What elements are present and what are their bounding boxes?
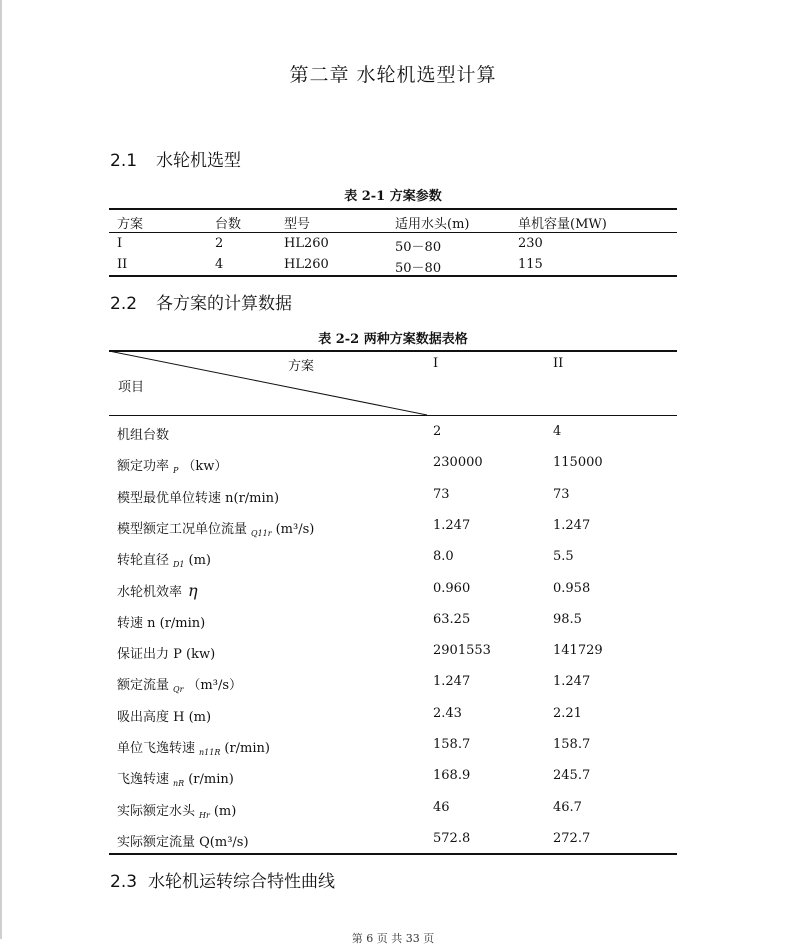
chapter-title: 第二章 水轮机选型计算 — [289, 64, 497, 86]
table-2-1-header-cell: 单机容量(MW) — [518, 217, 607, 232]
unit: (m) — [213, 804, 237, 819]
symbol: D1 — [173, 560, 185, 569]
table-2-2-row-label: 额定流量 $_{Qr}$ （m³/s） — [117, 678, 242, 694]
table-2-2-value: 2 — [433, 424, 442, 439]
table-2-1-caption: 表 2-1 方案参数 — [344, 189, 442, 204]
table-2-2-row-label: 实际额定水头 $_{Hr}$ (m) — [117, 804, 237, 820]
diag-header-top: 方案 — [288, 359, 315, 374]
table-2-1-cell: 4 — [215, 257, 224, 272]
symbol: Qr — [173, 685, 184, 694]
table-2-2-value: 2901553 — [433, 643, 491, 658]
table-2-2-value: 572.8 — [433, 831, 471, 846]
unit: (r/min) — [224, 741, 270, 756]
table-2-1-cell: I — [117, 236, 123, 251]
page-left-edge — [0, 0, 2, 939]
table-2-2-row-label: 飞逸转速 $_{nR}$ (r/min) — [117, 772, 234, 788]
table-2-2-row-label: 吸出高度 H (m) — [117, 710, 212, 725]
symbol: P — [173, 466, 179, 475]
table-2-2-value: 168.9 — [433, 768, 471, 783]
table-2-1-header-cell: 方案 — [117, 217, 144, 232]
table-2-2-value: 272.7 — [553, 831, 591, 846]
diag-header-bottom: 项目 — [118, 380, 145, 395]
section-number: 2.1 — [110, 151, 138, 171]
table-2-1-cell: 115 — [518, 257, 543, 272]
table-2-1-cell: HL260 — [284, 236, 329, 251]
table-2-2-value: 230000 — [433, 455, 483, 470]
table-2-2-row-label: 保证出力 P (kw) — [117, 647, 216, 662]
section-title: 各方案的计算数据 — [156, 294, 292, 314]
table-2-2-value: 4 — [553, 424, 562, 439]
table-2-2-row-label: 模型最优单位转速 n(r/min) — [117, 491, 280, 506]
diagonal-header-line — [109, 351, 429, 417]
table-2-2-header-rule — [109, 415, 677, 416]
unit: (m) — [188, 553, 212, 568]
table-2-2-value: 245.7 — [553, 768, 591, 783]
col-header-2: II — [553, 356, 564, 371]
table-2-2-row-label: 水轮机效率 η — [117, 581, 198, 600]
unit: (r/min) — [188, 772, 234, 787]
table-2-1-cell: 50－80 — [395, 261, 442, 276]
table-2-2-value: 1.247 — [433, 674, 471, 689]
table-2-1-header-rule — [109, 232, 677, 233]
table-2-2-row-label: 机组台数 — [117, 428, 170, 443]
table-2-2-value: 2.43 — [433, 706, 462, 721]
table-2-2-value: 115000 — [553, 455, 603, 470]
page-footer: 第 6 页 共 33 页 — [351, 932, 435, 945]
table-2-1-top-rule — [109, 208, 677, 210]
table-2-2-row-label: 转速 n (r/min) — [117, 616, 206, 631]
table-2-2-value: 1.247 — [553, 518, 591, 533]
symbol: η — [188, 581, 198, 600]
table-2-2-value: 73 — [553, 487, 570, 502]
table-2-2-value: 0.958 — [553, 581, 591, 596]
unit: （m³/s） — [187, 678, 242, 693]
section-number: 2.3 — [110, 872, 138, 892]
table-2-2-value: 46.7 — [553, 800, 582, 815]
table-2-2-row-label: 转轮直径 $_{D1}$ (m) — [117, 553, 212, 569]
table-2-2-value: 141729 — [553, 643, 603, 658]
table-2-2-value: 158.7 — [553, 737, 591, 752]
table-2-1-bottom-rule — [109, 275, 677, 277]
table-2-1-header-cell: 型号 — [284, 217, 311, 232]
section-2-1-heading — [110, 146, 241, 171]
table-2-1-cell: 230 — [518, 236, 543, 251]
table-2-2-value: 98.5 — [553, 612, 582, 627]
col-header-1: I — [433, 356, 439, 371]
symbol: nR — [173, 779, 185, 788]
table-2-2-caption: 表 2-2 两种方案数据表格 — [318, 332, 468, 347]
table-2-2-value: 8.0 — [433, 549, 454, 564]
section-2-2-heading — [110, 289, 292, 314]
table-2-2-value: 1.247 — [553, 674, 591, 689]
table-2-2-value: 2.21 — [553, 706, 582, 721]
table-2-1-header-cell: 台数 — [215, 217, 242, 232]
symbol: n11R — [199, 748, 221, 757]
section-2-3-heading — [110, 867, 335, 892]
table-2-2-value: 158.7 — [433, 737, 471, 752]
table-2-1-header-cell: 适用水头(m) — [395, 217, 470, 232]
table-2-2-bottom-rule — [109, 853, 677, 855]
section-title: 水轮机选型 — [156, 151, 241, 171]
table-2-2-row-label: 额定功率 $_P$ （kw） — [117, 459, 228, 475]
table-2-2-value: 73 — [433, 487, 450, 502]
table-2-2-value: 46 — [433, 800, 450, 815]
table-2-1-cell: 2 — [215, 236, 224, 251]
table-2-2-value: 5.5 — [553, 549, 574, 564]
table-2-1-cell: HL260 — [284, 257, 329, 272]
unit: (m³/s) — [275, 522, 315, 537]
table-2-2-row-label: 单位飞逸转速 $_{n11R}$ (r/min) — [117, 741, 270, 757]
table-2-2-value: 63.25 — [433, 612, 471, 627]
unit: （kw） — [182, 459, 228, 474]
table-2-2-value: 1.247 — [433, 518, 471, 533]
table-2-1-cell: 50－80 — [395, 240, 442, 255]
table-2-2-row-label: 模型额定工况单位流量 $_{Q11r}$ (m³/s) — [117, 522, 315, 538]
table-2-1-cell: II — [117, 257, 128, 272]
table-2-2-value: 0.960 — [433, 581, 471, 596]
section-title: 水轮机运转综合特性曲线 — [148, 872, 335, 892]
symbol: Hr — [199, 811, 210, 820]
symbol: Q11r — [251, 529, 272, 538]
unit: m³/s) — [214, 835, 249, 850]
table-2-2-row-label: 实际额定流量 Q(m³/s) — [117, 835, 249, 850]
section-number: 2.2 — [110, 294, 138, 314]
